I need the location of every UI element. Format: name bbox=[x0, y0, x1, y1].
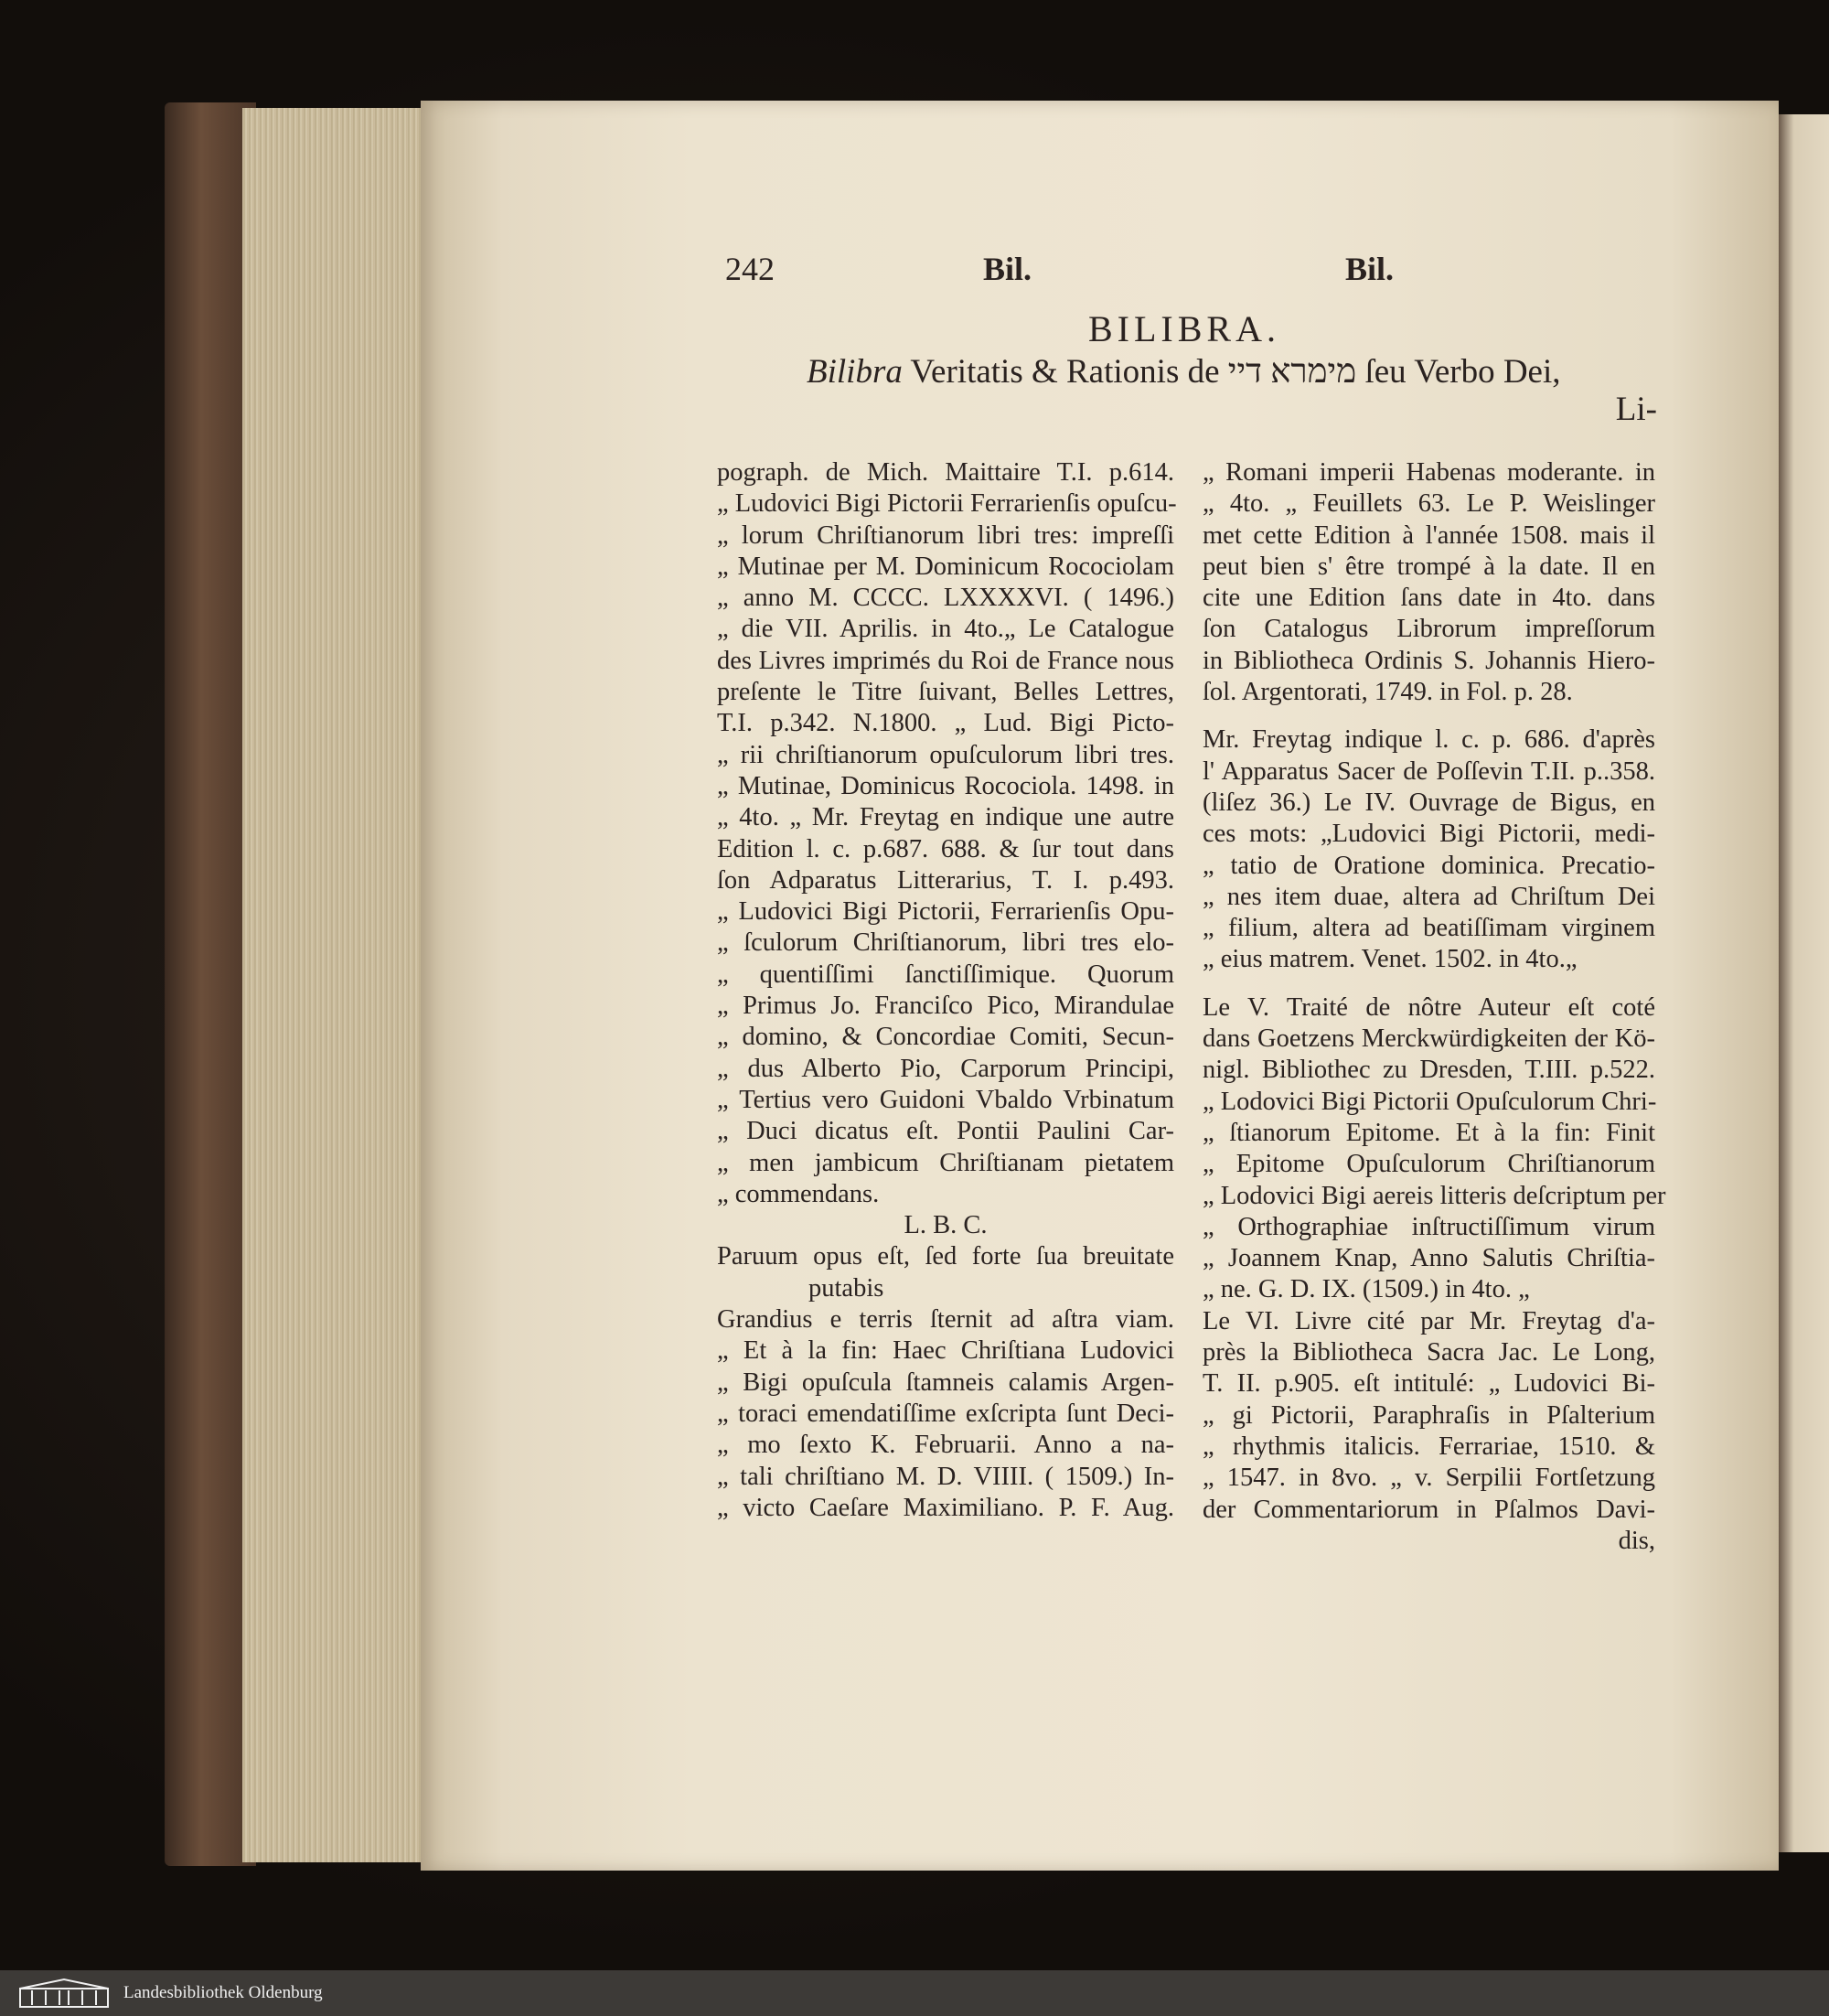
paragraph-gap bbox=[1203, 976, 1655, 992]
text-line: der Commentariorum in Pſalmos Davi- bbox=[1203, 1495, 1655, 1524]
text-line: cite une Edition ſans date in 4to. dans bbox=[1203, 584, 1655, 613]
text-line: „ Mutinae per M. Dominicum Rocociolam bbox=[717, 552, 1174, 581]
text-line: l' Apparatus Sacer de Poſſevin T.II. p..358. bbox=[1203, 756, 1655, 786]
text-line: „ Ludovici Bigi Pictorii Ferrarienſis opuſcu- bbox=[717, 489, 1177, 519]
facing-page-edge bbox=[1779, 114, 1829, 1852]
right-column bbox=[1203, 457, 1666, 1557]
text-line: „ toraci emendatiſſime exſcripta ſunt Deci- bbox=[717, 1399, 1174, 1428]
text-line: „ Bigi opuſcula ſtamneis calamis Argen- bbox=[717, 1367, 1174, 1397]
text-line: „ 1547. in 8vo. „ v. Serpilii Fortſetzung bbox=[1203, 1464, 1655, 1493]
text-line: „ Duci dicatus eſt. Pontii Paulini Car- bbox=[717, 1117, 1174, 1146]
colophon-verse-turnover: putabis bbox=[808, 1273, 884, 1303]
paragraph-gap bbox=[1203, 708, 1655, 724]
entry-subtitle-continuation: Li- bbox=[1615, 391, 1657, 428]
text-line: ſon Catalogus Librorum impreſſorum bbox=[1203, 615, 1655, 644]
text-line: Edition l. c. p.687. 688. & ſur tout dans bbox=[717, 834, 1174, 863]
running-head-left: Bil. bbox=[983, 251, 1032, 287]
text-line: Le V. Traité de nôtre Auteur eſt coté bbox=[1203, 992, 1655, 1022]
text-line: „ commendans. bbox=[717, 1179, 880, 1208]
text-line: Mr. Freytag indique l. c. p. 686. d'après bbox=[1203, 725, 1655, 755]
text-line: „ tali chriſtiano M. D. VIIII. ( 1509.) In- bbox=[717, 1462, 1174, 1491]
text-line: „ 4to. „ Mr. Freytag en indique une autre bbox=[717, 803, 1174, 832]
text-line: „ quentiſſimi ſanctiſſimique. Quorum bbox=[717, 960, 1174, 989]
text-line: des Livres imprimés du Roi de France nous bbox=[717, 646, 1174, 675]
text-line: in Bibliotheca Ordinis S. Johannis Hiero- bbox=[1203, 646, 1655, 675]
text-line: preſente le Titre ſuivant, Belles Lettres, bbox=[717, 678, 1174, 707]
text-line: „ Lodovici Bigi Pictorii Opuſculorum Chri- bbox=[1203, 1087, 1657, 1116]
text-line: „ Romani imperii Habenas moderante. in bbox=[1203, 458, 1655, 487]
text-line: ſol. Argentorati, 1749. in Fol. p. 28. bbox=[1203, 678, 1573, 707]
text-line: „ rhythmis italicis. Ferrariae, 1510. & bbox=[1203, 1432, 1655, 1461]
text-line: „ Tertius vero Guidoni Vbaldo Vrbinatum bbox=[717, 1085, 1174, 1114]
text-line: „ anno M. CCCC. LXXXXVI. ( 1496.) bbox=[717, 584, 1174, 613]
entry-subtitle-italic: Bilibra bbox=[807, 353, 903, 391]
text-line: „ gi Pictorii, Paraphraſis in Pſalterium bbox=[1203, 1400, 1655, 1430]
text-line: „ 4to. „ Feuillets 63. Le P. Weislinger bbox=[1203, 489, 1655, 519]
text-line: met cette Edition à l'année 1508. mais il bbox=[1203, 520, 1655, 550]
entry-subtitle bbox=[807, 352, 1657, 429]
text-line: „ rii chriſtianorum opuſculorum libri tres. bbox=[717, 740, 1174, 769]
colophon-verse: Paruum opus eſt, ſed forte ſua breuitate bbox=[717, 1242, 1174, 1271]
text-line: „ men jambicum Chriſtianam pietatem bbox=[717, 1148, 1174, 1177]
entry-subtitle-text: Veritatis & Rationis de מימרא דיי ſeu Verbo Dei, bbox=[902, 353, 1561, 391]
text-line: „ Lodovici Bigi aereis litteris deſcriptum per bbox=[1203, 1181, 1666, 1210]
text-line: „ Et à la fin: Haec Chriſtiana Ludovici bbox=[717, 1336, 1174, 1366]
text-line: près la Bibliotheca Sacra Jac. Le Long, bbox=[1203, 1338, 1655, 1367]
text-line: „ die VII. Aprilis. in 4to.„ Le Catalogue bbox=[717, 615, 1174, 644]
text-line: „ Primus Jo. Franciſco Pico, Mirandulae bbox=[717, 992, 1174, 1021]
text-line: ſon Adparatus Litterarius, T. I. p.493. bbox=[717, 865, 1174, 895]
text-line: „ ſtianorum Epitome. Et à la fin: Finit bbox=[1203, 1118, 1655, 1147]
text-line: „ Epitome Opuſculorum Chriſtianorum bbox=[1203, 1150, 1655, 1179]
library-footer bbox=[0, 1970, 1829, 2016]
text-line: T. II. p.905. eſt intitulé: „ Ludovici Bi- bbox=[1203, 1369, 1655, 1399]
text-line: „ Joannem Knap, Anno Salutis Chriſtia- bbox=[1203, 1244, 1655, 1273]
entry-title: BILIBRA. bbox=[1088, 308, 1280, 349]
text-line: „ ſculorum Chriſtianorum, libri tres elo- bbox=[717, 928, 1174, 958]
colophon-heading: L. B. C. bbox=[904, 1211, 988, 1240]
library-building-icon bbox=[18, 1978, 110, 2009]
text-line: „ eius matrem. Venet. 1502. in 4to.„ bbox=[1203, 945, 1578, 974]
text-line: nigl. Bibliothec zu Dresden, T.III. p.522. bbox=[1203, 1056, 1655, 1085]
text-line: „ tatio de Oratione dominica. Precatio- bbox=[1203, 851, 1655, 880]
text-line: „ dus Alberto Pio, Carporum Principi, bbox=[717, 1054, 1174, 1083]
text-line: ces mots: „Ludovici Bigi Pictorii, medi- bbox=[1203, 820, 1655, 849]
running-head-right: Bil. bbox=[1345, 251, 1395, 287]
text-line: „ Ludovici Bigi Pictorii, Ferrarienſis Opu- bbox=[717, 897, 1174, 927]
text-line: „ nes item duae, altera ad Chriſtum Dei bbox=[1203, 882, 1655, 911]
text-line: dis, bbox=[1618, 1526, 1655, 1555]
text-line: „ Orthographiae inſtructiſſimum virum bbox=[1203, 1212, 1655, 1241]
page-edges bbox=[242, 108, 425, 1862]
text-line: „ ne. G. D. IX. (1509.) in 4to. „ bbox=[1203, 1275, 1530, 1304]
text-line: „ lorum Chriſtianorum libri tres: impreſſi bbox=[717, 520, 1174, 550]
text-line: „ Mutinae, Dominicus Rocociola. 1498. in bbox=[717, 771, 1174, 800]
text-line: pograph. de Mich. Maittaire T.I. p.614. bbox=[717, 458, 1174, 487]
text-line: peut bien s' être trompé à la date. Il en bbox=[1203, 552, 1655, 581]
text-line: „ mo ſexto K. Februarii. Anno a na- bbox=[717, 1431, 1174, 1460]
text-line: „ victo Caeſare Maximiliano. P. F. Aug. bbox=[717, 1493, 1174, 1522]
text-line: T.I. p.342. N.1800. „ Lud. Bigi Picto- bbox=[717, 709, 1174, 738]
text-line: Le VI. Livre cité par Mr. Freytag d'a- bbox=[1203, 1306, 1655, 1335]
text-line: (liſez 36.) Le IV. Ouvrage de Bigus, en bbox=[1203, 788, 1655, 817]
left-column bbox=[717, 457, 1177, 1524]
page-number: 242 bbox=[725, 251, 775, 287]
colophon-verse: Grandius e terris ſternit ad aſtra viam. bbox=[717, 1305, 1174, 1335]
text-line: „ filium, altera ad beatiſſimam virginem bbox=[1203, 914, 1655, 943]
text-line: „ domino, & Concordiae Comiti, Secun- bbox=[717, 1023, 1174, 1052]
library-name: Landesbibliothek Oldenburg bbox=[123, 1983, 323, 2002]
text-line: dans Goetzens Merckwürdigkeiten der Kö- bbox=[1203, 1024, 1655, 1054]
